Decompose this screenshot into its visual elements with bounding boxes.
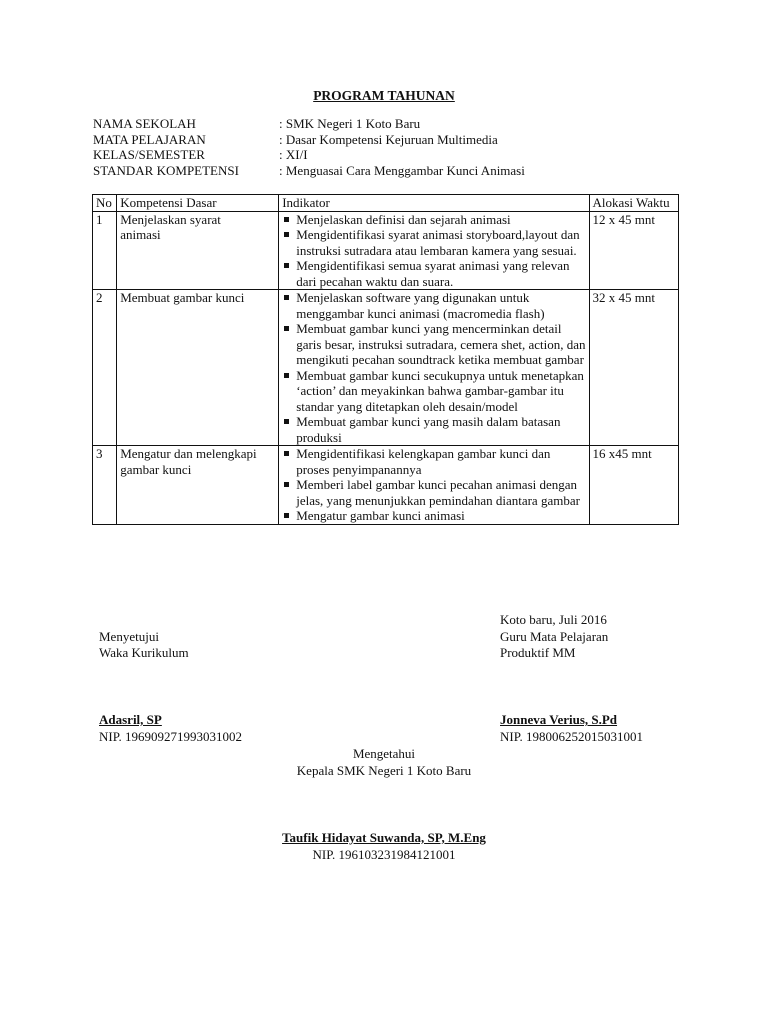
indikator-list bbox=[282, 446, 585, 524]
indikator-item: Membuat gambar kunci yang masih dalam batasan produksi bbox=[282, 414, 585, 445]
info-label: MATA PELAJARAN bbox=[93, 131, 206, 147]
indikator-list bbox=[282, 212, 585, 290]
kompetensi-dasar-cell: Menjelaskan syarat animasi bbox=[117, 211, 279, 290]
right-signatory-nip: NIP. 198006252015031001 bbox=[500, 729, 644, 744]
indikator-item: Mengidentifikasi semua syarat animasi yang relevan dari pecahan waktu dan suara. bbox=[282, 258, 585, 289]
bottom-signatory-role-1: Mengetahui bbox=[352, 746, 416, 761]
bottom-signatory-role-2: Kepala SMK Negeri 1 Koto Baru bbox=[296, 763, 472, 778]
row-number: 2 bbox=[93, 290, 117, 446]
bottom-signatory-nip: NIP. 196103231984121001 bbox=[312, 847, 456, 862]
info-value: : XI/I bbox=[279, 147, 308, 162]
indikator-item: Menjelaskan software yang digunakan untuk menggambar kunci animasi (macromedia flash) bbox=[282, 290, 585, 321]
indikator-cell bbox=[279, 446, 589, 525]
info-value: : Dasar Kompetensi Kejuruan Multimedia bbox=[279, 131, 498, 147]
indikator-item: Membuat gambar kunci secukupnya untuk menetapkan ‘action’ dan meyakinkan bahwa gambar-gambar itu standar yang ditetapkan oleh desain/model bbox=[282, 368, 585, 415]
info-value: : Menguasai Cara Menggambar Kunci Animasi bbox=[279, 162, 525, 178]
kompetensi-dasar-cell: Mengatur dan melengkapi gambar kunci bbox=[117, 446, 279, 525]
table-row bbox=[93, 446, 679, 525]
info-row-competency-standard bbox=[93, 163, 525, 179]
alokasi-waktu-cell: 12 x 45 mnt bbox=[589, 211, 678, 290]
info-row-subject bbox=[93, 132, 525, 148]
header-alokasi-waktu: Alokasi Waktu bbox=[589, 195, 678, 212]
alokasi-waktu-cell: 32 x 45 mnt bbox=[589, 290, 678, 446]
right-signatory-role-2: Produktif MM bbox=[500, 645, 576, 660]
info-label: KELAS/SEMESTER bbox=[93, 147, 205, 162]
document-title: PROGRAM TAHUNAN bbox=[313, 88, 455, 103]
table-row bbox=[93, 211, 679, 290]
info-label: STANDAR KOMPETENSI bbox=[93, 162, 239, 178]
indikator-list bbox=[282, 290, 585, 445]
left-signatory-nip: NIP. 196909271993031002 bbox=[99, 729, 243, 744]
table-row bbox=[93, 290, 679, 446]
table-header-row bbox=[93, 195, 679, 212]
alokasi-waktu-cell: 16 x45 mnt bbox=[589, 446, 678, 525]
row-number: 1 bbox=[93, 211, 117, 290]
header-no: No bbox=[93, 195, 117, 212]
left-signatory-name: Adasril, SP bbox=[99, 712, 162, 727]
bottom-signatory-name: Taufik Hidayat Suwanda, SP, M.Eng bbox=[282, 830, 486, 845]
right-signatory-name: Jonneva Verius, S.Pd bbox=[500, 712, 618, 727]
info-row-class bbox=[93, 147, 525, 163]
info-label: NAMA SEKOLAH bbox=[93, 116, 196, 131]
row-number: 3 bbox=[93, 446, 117, 525]
indikator-item: Mengidentifikasi kelengkapan gambar kunci dan proses penyimpanannya bbox=[282, 446, 585, 477]
indikator-cell bbox=[279, 290, 589, 446]
indikator-item: Mengatur gambar kunci animasi bbox=[282, 508, 585, 524]
left-signatory-role-1: Menyetujui bbox=[99, 629, 159, 644]
indikator-item: Memberi label gambar kunci pecahan animasi dengan jelas, yang menunjukkan pemindahan diantara gambar bbox=[282, 477, 585, 508]
indikator-item: Menjelaskan definisi dan sejarah animasi bbox=[282, 212, 585, 228]
indikator-item: Mengidentifikasi syarat animasi storyboard,layout dan instruksi sutradara atau lembaran kamera yang sesuai. bbox=[282, 227, 585, 258]
left-signatory-role-2: Waka Kurikulum bbox=[99, 645, 189, 660]
place-date: Koto baru, Juli 2016 bbox=[500, 612, 607, 627]
competency-table bbox=[92, 194, 679, 525]
indikator-cell bbox=[279, 211, 589, 290]
info-value: : SMK Negeri 1 Koto Baru bbox=[279, 116, 421, 131]
info-row-school bbox=[93, 116, 525, 132]
header-kompetensi-dasar: Kompetensi Dasar bbox=[117, 195, 279, 212]
right-signatory-role-1: Guru Mata Pelajaran bbox=[500, 629, 609, 644]
header-indikator: Indikator bbox=[279, 195, 589, 212]
indikator-item: Membuat gambar kunci yang mencerminkan detail garis besar, instruksi sutradara, cemera shet, action, dan mengikuti pecahan soundtrack ketika membuat gambar bbox=[282, 321, 585, 368]
info-block bbox=[93, 116, 525, 178]
kompetensi-dasar-cell: Membuat gambar kunci bbox=[117, 290, 279, 446]
